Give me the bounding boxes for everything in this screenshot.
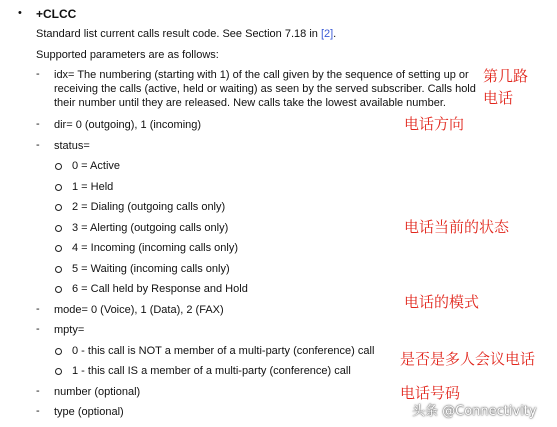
mode-dash: -: [36, 303, 40, 315]
status-item-circle: [55, 286, 62, 293]
status-item-circle: [55, 184, 62, 191]
status-item-circle: [55, 163, 62, 170]
annotation-dir: 电话方向: [404, 115, 465, 133]
status-item-waiting: 5 = Waiting (incoming calls only): [72, 263, 230, 275]
status-item-dialing: 2 = Dialing (outgoing calls only): [72, 201, 226, 213]
dir-dash: -: [36, 118, 40, 130]
reference-link[interactable]: [2]: [320, 28, 334, 40]
type-param: type (optional): [54, 406, 124, 418]
status-item-active: 0 = Active: [72, 160, 121, 172]
status-param: status=: [54, 140, 90, 152]
idx-line-3: their number until they are released. New calls take the lowest available number.: [54, 97, 446, 109]
annotation-status: 电话当前的状态: [404, 218, 510, 236]
mpty-item-circle: [55, 348, 62, 355]
number-param: number (optional): [54, 386, 141, 398]
mpty-param: mpty=: [54, 324, 85, 336]
status-item-held-response: 6 = Call held by Response and Hold: [72, 283, 248, 295]
section-description: [36, 27, 336, 41]
annotation-idx-line-2: 电话: [483, 89, 514, 107]
type-dash: -: [36, 405, 40, 417]
title-bullet: •: [18, 7, 22, 19]
watermark: 头条 @Connectivity: [412, 404, 537, 419]
status-item-circle: [55, 245, 62, 252]
annotation-number: 电话号码: [400, 384, 461, 402]
status-item-circle: [55, 266, 62, 273]
idx-dash: -: [36, 68, 40, 80]
supported-params-intro: Supported parameters are as follows:: [36, 49, 219, 61]
annotation-mode: 电话的模式: [404, 293, 480, 311]
dir-param: dir= 0 (outgoing), 1 (incoming): [54, 119, 202, 131]
status-item-alerting: 3 = Alerting (outgoing calls only): [72, 222, 229, 234]
status-item-incoming: 4 = Incoming (incoming calls only): [72, 242, 238, 254]
annotation-idx-line-1: 第几路: [483, 67, 529, 85]
number-dash: -: [36, 385, 40, 397]
mpty-item-not-member: 0 - this call is NOT a member of a multi-party (conference) call: [72, 345, 375, 357]
description-text: Standard list current calls result code. See Section 7.18 in: [36, 28, 321, 40]
status-item-circle: [55, 204, 62, 211]
mpty-item-member: 1 - this call IS a member of a multi-party (conference) call: [72, 365, 351, 377]
idx-line-1: idx= The numbering (starting with 1) of the call given by the sequence of setting up or: [54, 69, 469, 81]
status-dash: -: [36, 139, 40, 151]
description-end: .: [333, 28, 337, 40]
section-title: +CLCC: [36, 7, 77, 21]
mpty-dash: -: [36, 323, 40, 335]
status-item-circle: [55, 225, 62, 232]
status-item-held: 1 = Held: [72, 181, 114, 193]
annotation-mpty: 是否是多人会议电话: [400, 350, 536, 368]
mpty-item-circle: [55, 368, 62, 375]
idx-line-2: receiving the calls (active, held or waiting) as seen by the served subscriber. Calls hold: [54, 83, 476, 95]
mode-param: mode= 0 (Voice), 1 (Data), 2 (FAX): [54, 304, 224, 316]
